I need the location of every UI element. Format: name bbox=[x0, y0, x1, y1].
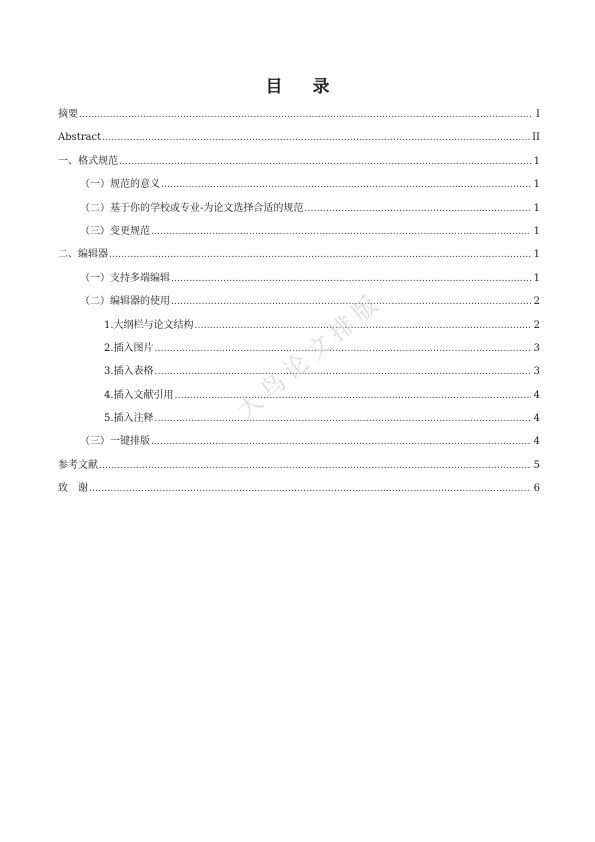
dot-leader bbox=[304, 202, 531, 216]
dot-leader bbox=[89, 482, 531, 496]
toc-entry-page: 3 bbox=[533, 342, 540, 354]
toc-entry-acknowledgements[interactable] bbox=[58, 482, 540, 505]
toc-entry-label: 参考文献 bbox=[58, 459, 98, 471]
toc-entry-section-1-2[interactable] bbox=[58, 202, 540, 225]
toc-entry-label: 4.插入文献引用 bbox=[104, 389, 174, 401]
dot-leader bbox=[102, 131, 531, 145]
toc-entry-section-2-3[interactable] bbox=[58, 435, 540, 458]
toc-entry-subsection-5[interactable] bbox=[58, 412, 540, 435]
dot-leader bbox=[109, 248, 531, 262]
toc-entry-label: （一）支持多端编辑 bbox=[80, 272, 170, 284]
toc-entry-label: 一、格式规范 bbox=[58, 155, 118, 167]
toc-entry-page: 1 bbox=[533, 272, 540, 284]
toc-entry-chapter-1[interactable] bbox=[58, 155, 540, 178]
toc-entry-page: 3 bbox=[533, 366, 540, 378]
dot-leader bbox=[79, 108, 531, 122]
toc-entry-label: 摘要 bbox=[58, 109, 78, 120]
dot-leader bbox=[155, 365, 531, 379]
dot-leader bbox=[151, 435, 531, 449]
toc-entry-label: （二）编辑器的使用 bbox=[80, 296, 170, 308]
dot-leader bbox=[171, 272, 531, 286]
toc-entry-page: 4 bbox=[533, 389, 540, 401]
toc-entry-page: 4 bbox=[533, 413, 540, 425]
toc-entry-label: 3.插入表格 bbox=[104, 366, 154, 378]
toc-entry-section-1-3[interactable] bbox=[58, 225, 540, 248]
toc-entry-label: 5.插入注释 bbox=[104, 413, 154, 425]
dot-leader bbox=[151, 225, 531, 239]
toc-entry-page: 4 bbox=[533, 436, 540, 448]
toc-title: 目录 bbox=[265, 77, 360, 97]
toc-entry-page: 5 bbox=[533, 459, 540, 471]
toc-entry-subsection-4[interactable] bbox=[58, 389, 540, 412]
toc-entry-label: 致 谢 bbox=[58, 483, 88, 495]
toc-entry-chapter-2[interactable] bbox=[58, 248, 540, 271]
toc-entry-label: 二、编辑器 bbox=[58, 249, 108, 261]
dot-leader bbox=[119, 155, 531, 169]
toc-entry-page: 6 bbox=[533, 483, 540, 495]
toc-entry-page: 2 bbox=[533, 296, 540, 308]
dot-leader bbox=[161, 178, 531, 192]
toc-entry-page: 1 bbox=[533, 225, 540, 237]
toc-entry-page: 1 bbox=[533, 179, 540, 191]
toc-entry-page: 2 bbox=[533, 319, 540, 331]
toc-entry-references[interactable] bbox=[58, 459, 540, 482]
dot-leader bbox=[99, 459, 531, 473]
toc-entry-section-1-1[interactable] bbox=[58, 178, 540, 201]
dot-leader bbox=[175, 389, 531, 403]
toc-entry-label: 1.大纲栏与论文结构 bbox=[104, 319, 194, 331]
toc-entry-label: （三）一键排版 bbox=[80, 436, 150, 448]
watermark: 大鸟论文排版 bbox=[231, 286, 388, 425]
toc-entry-page: 1 bbox=[533, 202, 540, 214]
toc-entry-section-2-2[interactable] bbox=[58, 295, 540, 318]
toc-entry-page: 1 bbox=[533, 155, 540, 167]
toc-entry-page: II bbox=[532, 132, 540, 144]
toc-entry-label: 2.插入图片 bbox=[104, 342, 154, 354]
toc-entry-abstract-cn[interactable] bbox=[58, 108, 540, 131]
toc-list bbox=[58, 108, 540, 506]
toc-entry-label: （一）规范的意义 bbox=[80, 179, 160, 191]
toc-entry-label: Abstract bbox=[58, 132, 102, 144]
toc-entry-label: （二）基于你的学校或专业-为论文选择合适的规范 bbox=[80, 202, 304, 214]
toc-entry-section-2-1[interactable] bbox=[58, 272, 540, 295]
dot-leader bbox=[155, 412, 531, 426]
toc-entry-page: 1 bbox=[533, 249, 540, 261]
toc-entry-label: （三）变更规范 bbox=[80, 225, 150, 237]
toc-entry-page: I bbox=[536, 109, 540, 120]
toc-entry-abstract-en[interactable] bbox=[58, 131, 540, 154]
